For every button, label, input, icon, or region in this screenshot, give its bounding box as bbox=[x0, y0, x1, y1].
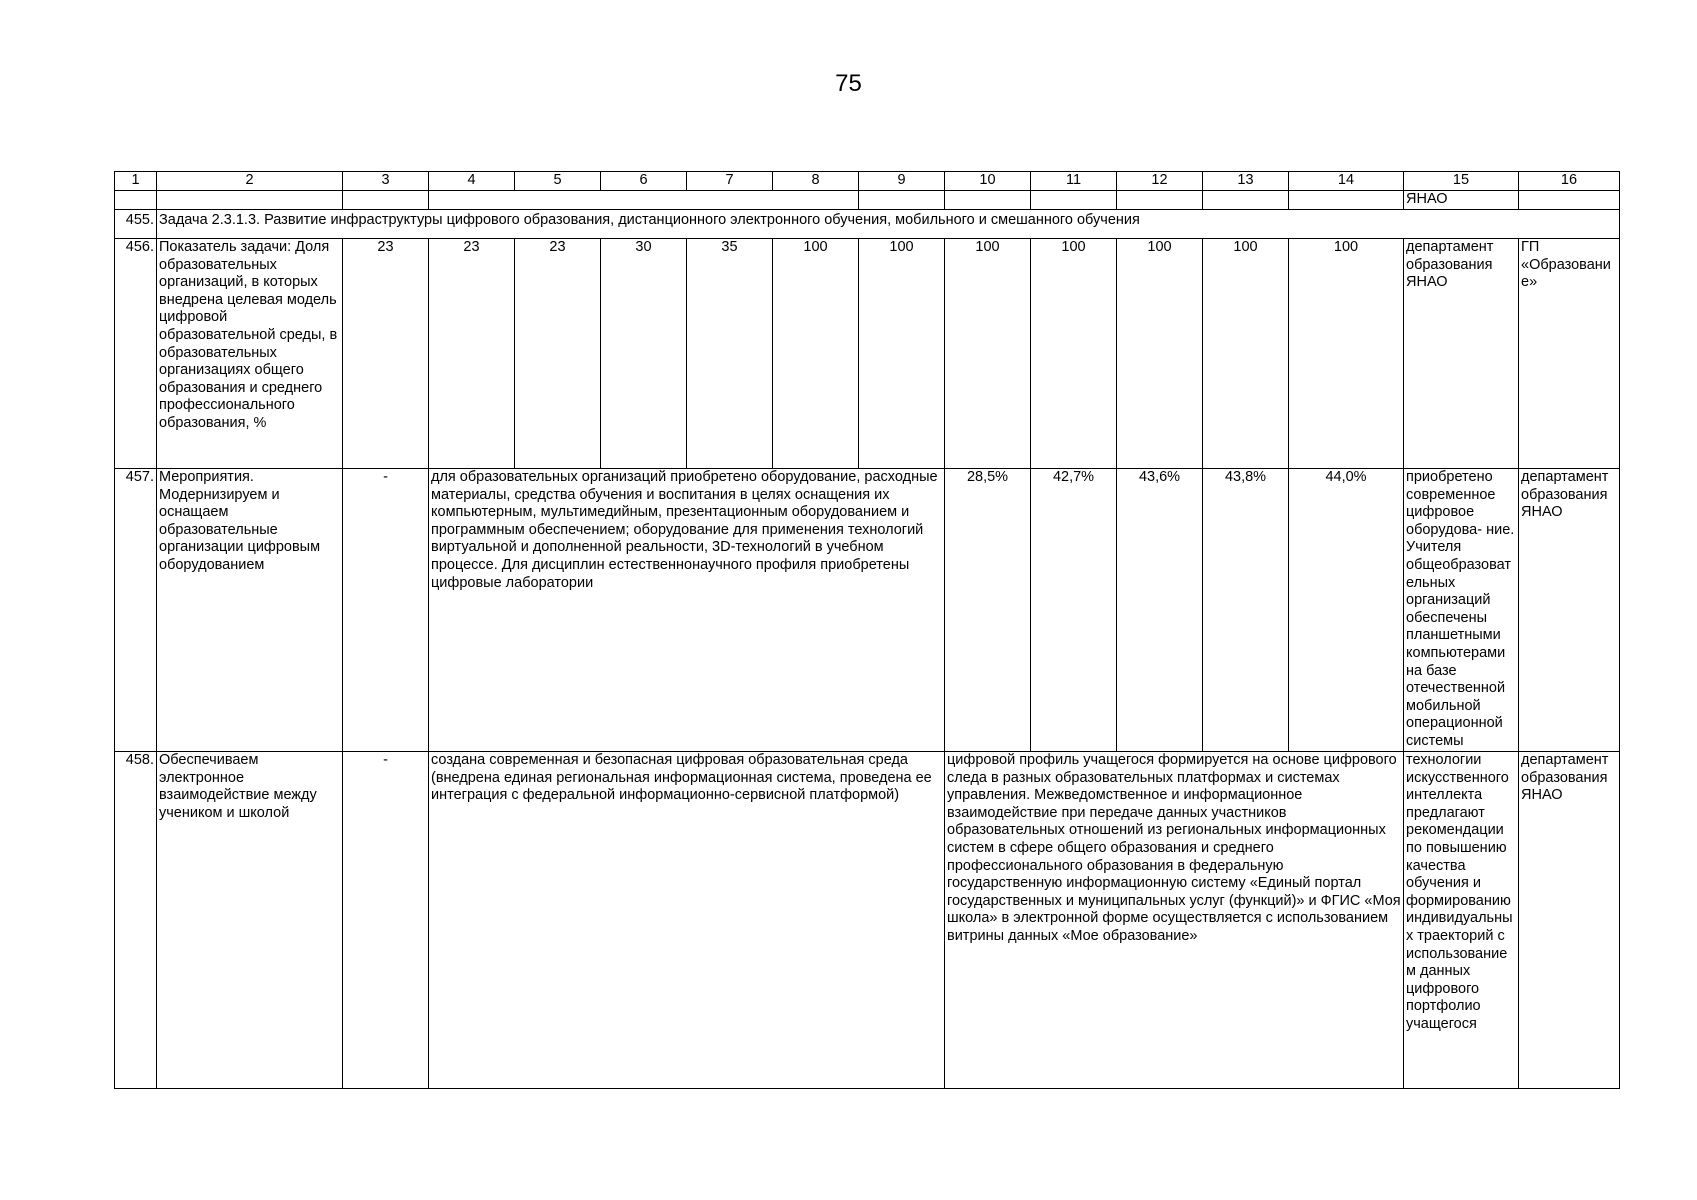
value-cell: 35 bbox=[687, 239, 773, 469]
continuation-responsible: ЯНАО bbox=[1404, 191, 1519, 210]
header-cell: 15 bbox=[1404, 172, 1519, 191]
value-cell: 42,7% bbox=[1031, 469, 1117, 752]
table-row-458 bbox=[115, 752, 1620, 1089]
outcome-cell: технологии искусственного интеллекта предлагают рекомендации по повышению качества обучения и формированию индивидуальных траекторий с использованием данных цифрового портфолио учащегося bbox=[1404, 752, 1519, 1089]
activity-name: Обеспечиваем электронное взаимодействие между учеником и школой bbox=[157, 752, 343, 1089]
value-cell: 100 bbox=[1203, 239, 1289, 469]
result-text: для образовательных организаций приобретено оборудование, расходные материалы, средства обучения и воспитания в целях оснащения их компьютерным, мультимедийным, презентационным оборудованием и программным обеспечением; оборудование для применения технологий виртуальной и дополненной реальности, 3D-технологий в учебном процессе. Для дисциплин естественнонаучного профиля приобретены цифровые лаборатории bbox=[429, 469, 945, 752]
value-cell: 28,5% bbox=[945, 469, 1031, 752]
header-cell: 2 bbox=[157, 172, 343, 191]
header-row bbox=[115, 172, 1620, 191]
value-cell: 30 bbox=[601, 239, 687, 469]
dash-cell: - bbox=[343, 752, 429, 1089]
responsible-cell: департамент образования ЯНАО bbox=[1519, 752, 1620, 1089]
header-cell: 13 bbox=[1203, 172, 1289, 191]
header-cell: 16 bbox=[1519, 172, 1620, 191]
header-cell: 6 bbox=[601, 172, 687, 191]
header-cell: 1 bbox=[115, 172, 157, 191]
row-number: 458. bbox=[115, 752, 157, 1089]
value-cell: 23 bbox=[343, 239, 429, 469]
result-text: создана современная и безопасная цифровая образовательная среда (внедрена единая региональная информационная система, проведена ее интеграция с федеральной информационно-сервисной платформой) bbox=[429, 752, 945, 1089]
header-cell: 4 bbox=[429, 172, 515, 191]
continuation-row bbox=[115, 191, 1620, 210]
program-cell: ГП «Образование» bbox=[1519, 239, 1620, 469]
table-row-457 bbox=[115, 469, 1620, 752]
header-cell: 3 bbox=[343, 172, 429, 191]
indicator-name: Показатель задачи: Доля образовательных организаций, в которых внедрена целевая модель цифровой образовательной среды, в образовательных организациях общего образования и среднего профессионального образования, % bbox=[157, 239, 343, 469]
value-cell: 23 bbox=[515, 239, 601, 469]
header-cell: 9 bbox=[859, 172, 945, 191]
value-cell: 100 bbox=[1031, 239, 1117, 469]
header-cell: 10 bbox=[945, 172, 1031, 191]
value-cell: 43,8% bbox=[1203, 469, 1289, 752]
value-cell: 44,0% bbox=[1289, 469, 1404, 752]
activity-name: Мероприятия. Модернизируем и оснащаем образовательные организации цифровым оборудованием bbox=[157, 469, 343, 752]
task-title: Задача 2.3.1.3. Развитие инфраструктуры цифрового образования, дистанционного электронного обучения, мобильного и смешанного обучения bbox=[157, 210, 1620, 239]
result-text-2: цифровой профиль учащегося формируется на основе цифрового следа в разных образовательных платформах и системах управления. Межведомственное и информационное взаимодействие при передаче данных участников образовательных отношений из региональных информационных систем в сфере общего образования и среднего профессионального образования в федеральную государственную информационную систему «Единый портал государственных и муниципальных услуг (функций)» и ФГИС «Моя школа» в электронной форме осуществляется с использованием витрины данных «Мое образование» bbox=[945, 752, 1404, 1089]
program-table bbox=[114, 171, 1620, 1089]
outcome-cell: приобретено современное цифровое оборудова- ние. Учителя общеобразовательных организаций обеспечены планшетными компьютерами на базе отечественной мобильной операционной системы bbox=[1404, 469, 1519, 752]
value-cell: 100 bbox=[859, 239, 945, 469]
value-cell: 100 bbox=[1289, 239, 1404, 469]
header-cell: 14 bbox=[1289, 172, 1404, 191]
header-cell: 11 bbox=[1031, 172, 1117, 191]
value-cell: 23 bbox=[429, 239, 515, 469]
table-row-455 bbox=[115, 210, 1620, 239]
value-cell: 100 bbox=[1117, 239, 1203, 469]
header-cell: 7 bbox=[687, 172, 773, 191]
dash-cell: - bbox=[343, 469, 429, 752]
header-cell: 12 bbox=[1117, 172, 1203, 191]
row-number: 455. bbox=[115, 210, 157, 239]
value-cell: 43,6% bbox=[1117, 469, 1203, 752]
table-row-456 bbox=[115, 239, 1620, 469]
responsible-cell: департамент образования ЯНАО bbox=[1519, 469, 1620, 752]
row-number: 456. bbox=[115, 239, 157, 469]
header-cell: 5 bbox=[515, 172, 601, 191]
page-number: 75 bbox=[835, 70, 862, 97]
header-cell: 8 bbox=[773, 172, 859, 191]
row-number: 457. bbox=[115, 469, 157, 752]
responsible-cell: департамент образования ЯНАО bbox=[1404, 239, 1519, 469]
value-cell: 100 bbox=[773, 239, 859, 469]
value-cell: 100 bbox=[945, 239, 1031, 469]
